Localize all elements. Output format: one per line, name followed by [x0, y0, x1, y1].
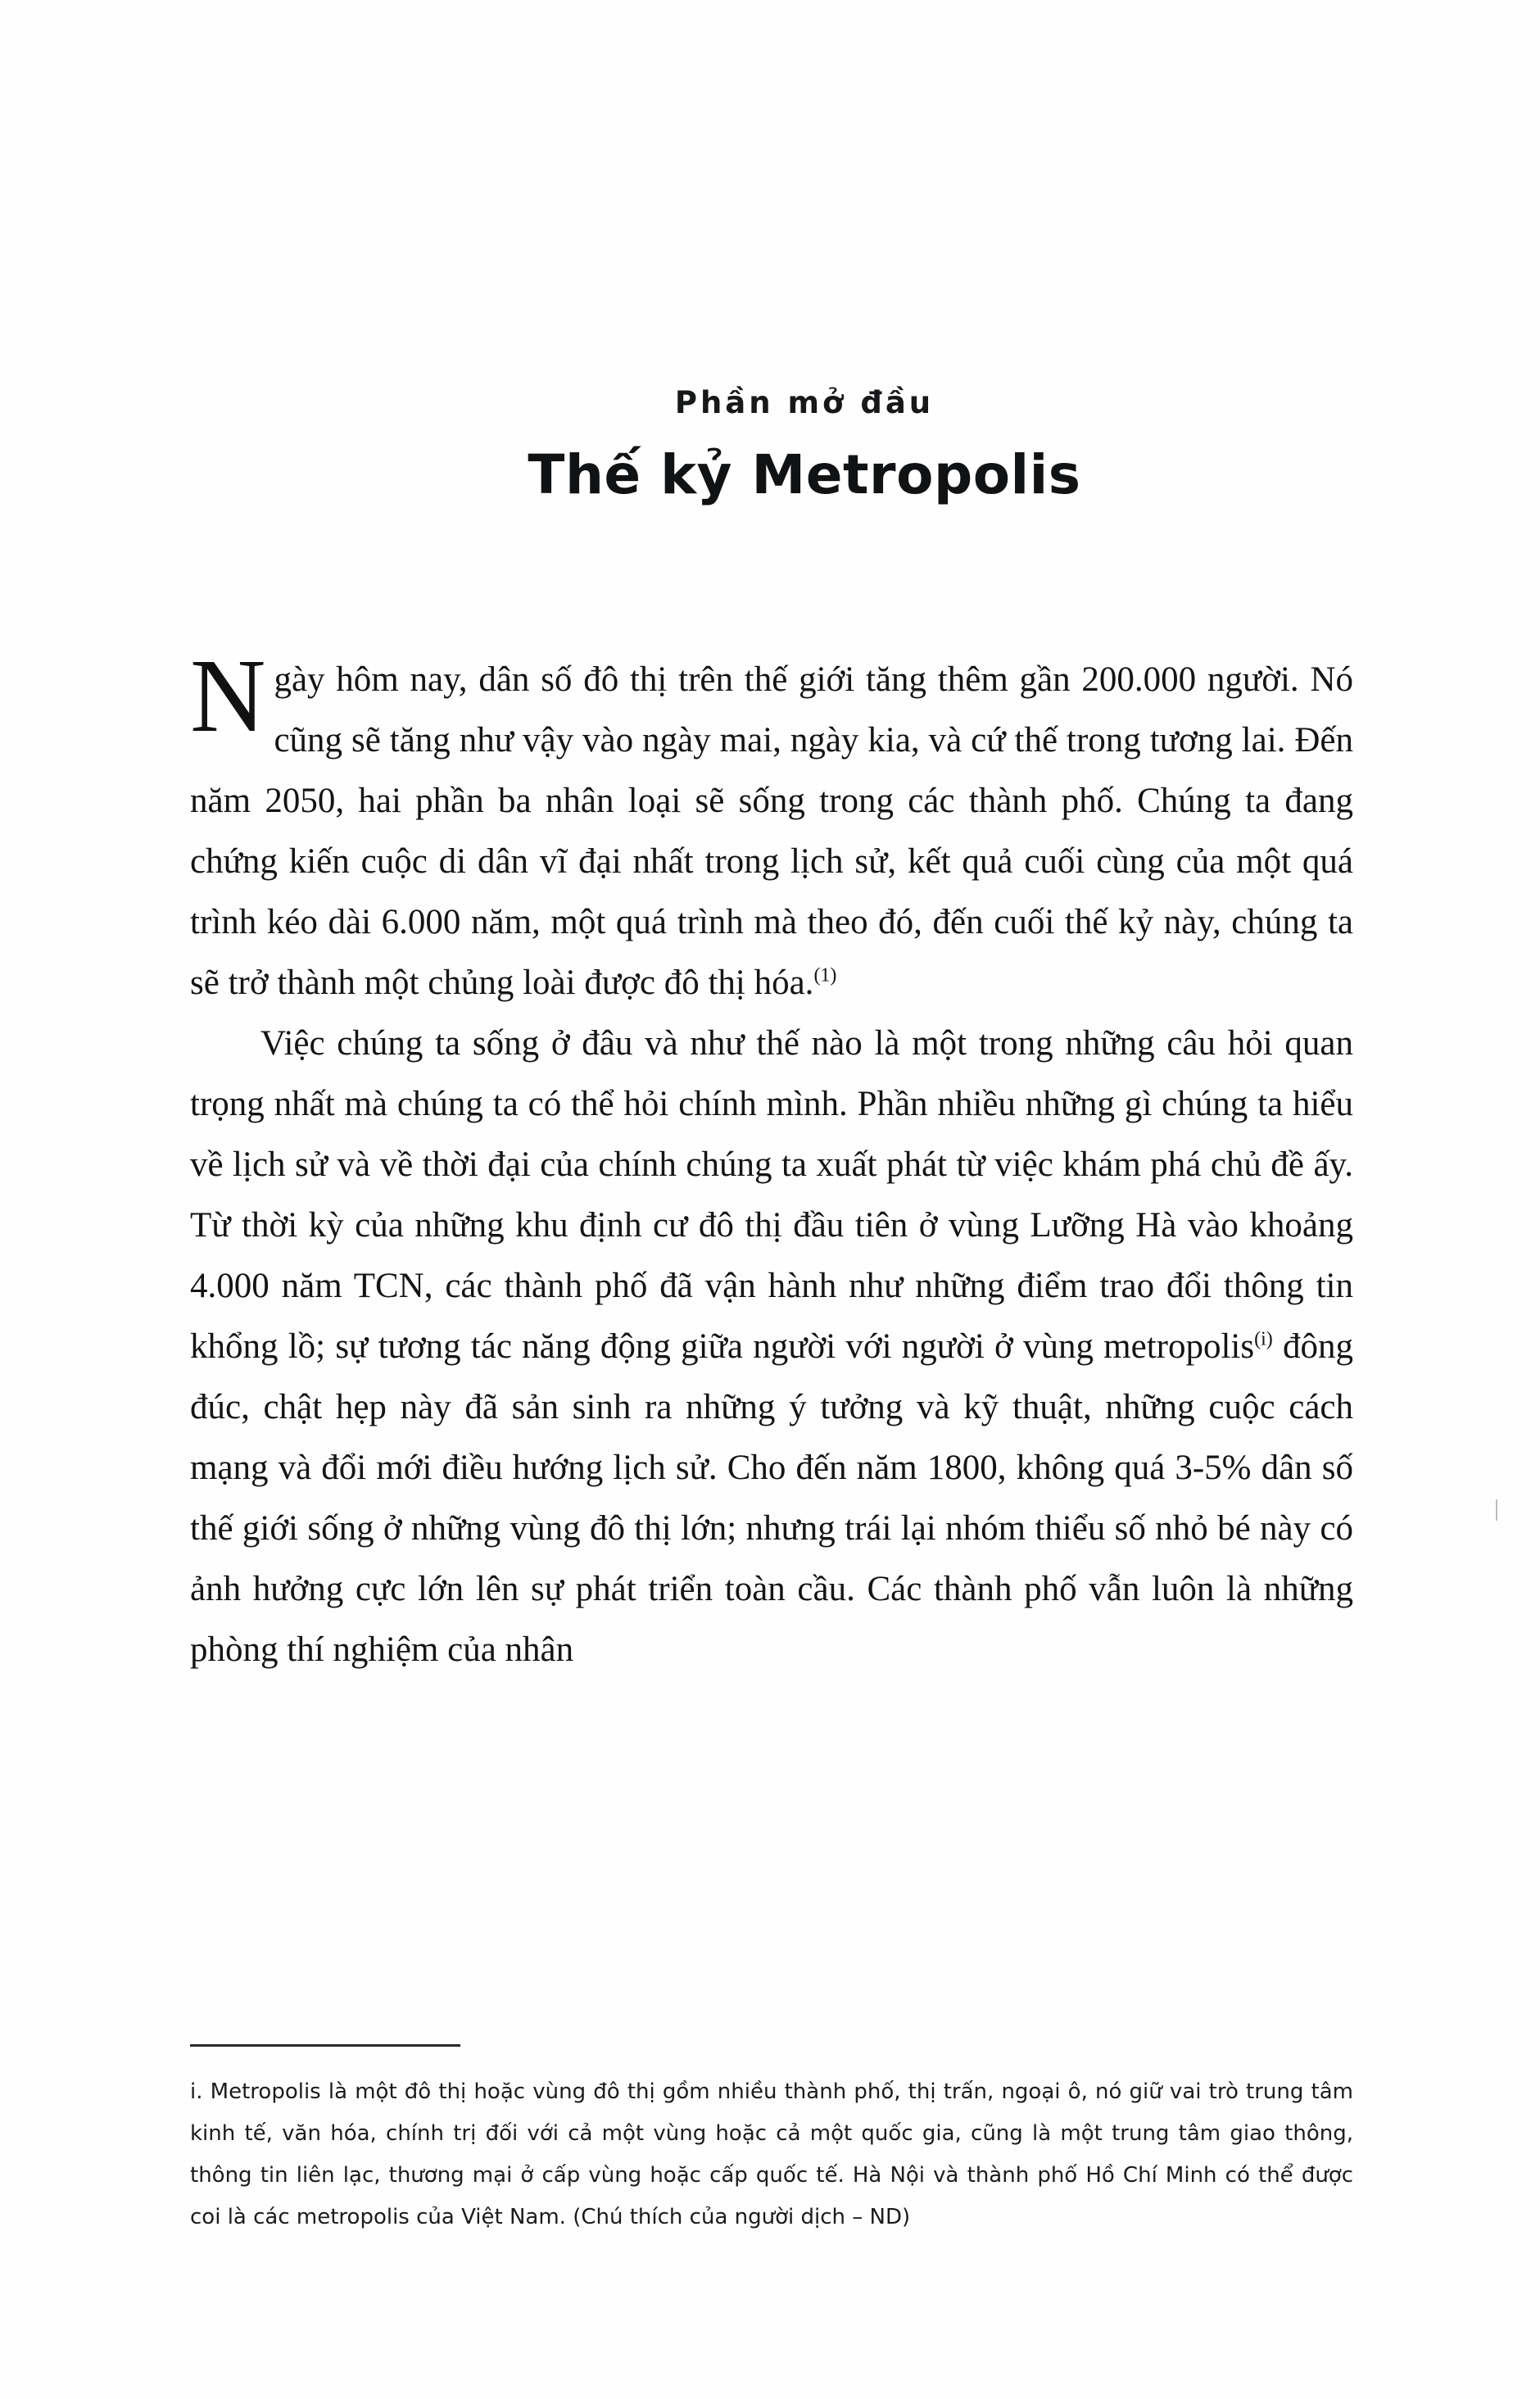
- paragraph-opening-text: gày hôm nay, dân số đô thị trên thế giới tăng thêm gần 200.000 người. Nó cũng sẽ tăng như vậy vào ngày mai, ngày kia, và cứ thế trong tương lai. Đến năm 2050, hai phần ba nhân loại sẽ sống trong các thành phố. Chúng ta đang chứng kiến cuộc di dân vĩ đại nhất trong lịch sử, kết quả cuối cùng của một quá trình kéo dài 6.000 năm, một quá trình mà theo đó, đến cuối thế kỷ này, chúng ta sẽ trở thành một chủng loài được đô thị hóa.: [190, 660, 1353, 1002]
- footnote-body: Metropolis là một đô thị hoặc vùng đô thị gồm nhiều thành phố, thị trấn, ngoại ô, nó giữ vai trò trung tâm kinh tế, văn hóa, chính trị đối với cả một vùng hoặc cả một quốc gia, cũng là một trung tâm giao thông, thông tin liên lạc, thương mại ở cấp vùng hoặc cấp quốc tế. Hà Nội và thành phố Hồ Chí Minh có thể được coi là các metropolis của Việt Nam. (Chú thích của người dịch – ND): [190, 2079, 1353, 2229]
- footnote-text: [190, 2071, 1353, 2238]
- paragraph-opening: [190, 637, 1353, 1014]
- page-content-column: [190, 0, 1419, 2399]
- body-text: [190, 637, 1353, 1680]
- page-title: Thế kỷ Metropolis: [528, 443, 1081, 506]
- footnote-divider: [190, 2044, 460, 2047]
- paragraph-second-text: Việc chúng ta sống ở đâu và như thế nào là một trong những câu hỏi quan trọng nhất mà chúng ta có thể hỏi chính mình. Phần nhiều những gì chúng ta hiểu về lịch sử và về thời đại của chính chúng ta xuất phát từ việc khám phá chủ đề ấy. Từ thời kỳ của những khu định cư đô thị đầu tiên ở vùng Lưỡng Hà vào khoảng 4.000 năm TCN, các thành phố đã vận hành như những điểm trao đổi thông tin khổng lồ; sự tương tác năng động giữa người với người ở vùng metropolis: [190, 1024, 1353, 1366]
- paragraph-second-text-continued: đông đúc, chật hẹp này đã sản sinh ra những ý tưởng và kỹ thuật, những cuộc cách mạng và đổi mới điều hướng lịch sử. Cho đến năm 1800, không quá 3-5% dân số thế giới sống ở những vùng đô thị lớn; nhưng trái lại nhóm thiểu số nhỏ bé này có ảnh hưởng cực lớn lên sự phát triển toàn cầu. Các thành phố vẫn luôn là những phòng thí nghiệm của nhân: [190, 1327, 1353, 1669]
- paragraph-second: [190, 1014, 1353, 1680]
- footnote-reference-1[interactable]: (1): [813, 964, 837, 986]
- page-edge-mark: [1496, 1499, 1497, 1521]
- drop-cap-letter: N: [190, 637, 266, 754]
- footnote-marker: i.: [190, 2079, 203, 2104]
- section-eyebrow: Phần mở đầu: [674, 385, 935, 420]
- footnote-area: [190, 2044, 1361, 2238]
- footnote-reference-i[interactable]: (i): [1254, 1328, 1273, 1350]
